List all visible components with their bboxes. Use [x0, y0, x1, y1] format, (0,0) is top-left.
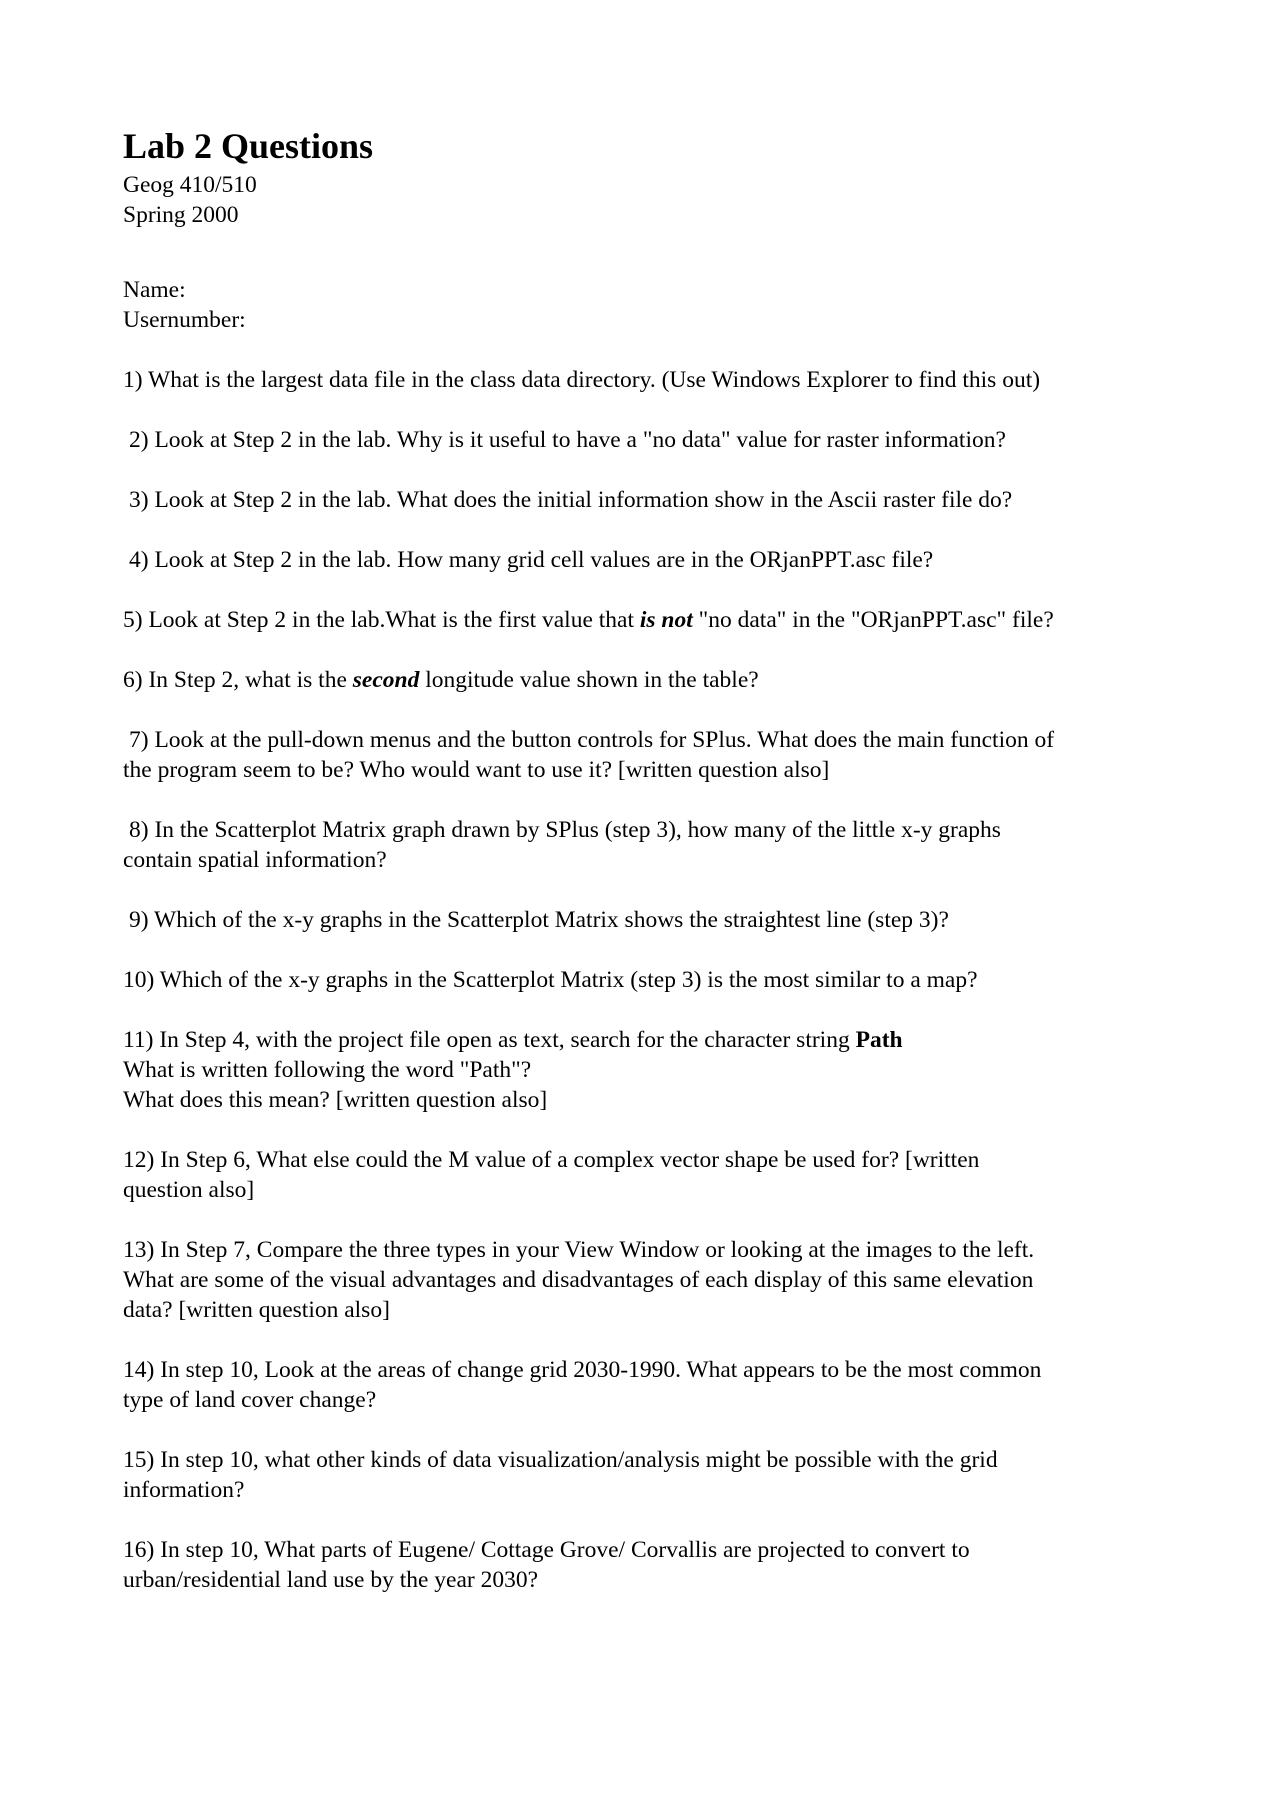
question-12 [123, 1145, 1183, 1205]
question-12-line-1: 12) In Step 6, What else could the M value of a complex vector shape be used for? [written [123, 1147, 980, 1173]
question-11-line-3: What does this mean? [written question also] [123, 1087, 548, 1113]
question-13-line-3: data? [written question also] [123, 1297, 390, 1323]
spacer [123, 335, 1183, 365]
question-9-text: 9) Which of the x-y graphs in the Scatterplot Matrix shows the straightest line (step 3)? [129, 907, 949, 933]
usernumber-label: Usernumber: [123, 307, 246, 333]
question-8-line-2: contain spatial information? [123, 847, 387, 873]
question-11-line-2: What is written following the word "Path"? [123, 1057, 532, 1083]
question-11-line-1 [123, 1025, 1183, 1055]
question-11 [123, 1025, 1183, 1115]
name-label: Name: [123, 277, 186, 303]
question-2-text: 2) Look at Step 2 in the lab. Why is it useful to have a "no data" value for raster information? [129, 427, 1006, 453]
question-3-text: 3) Look at Step 2 in the lab. What does the initial information show in the Ascii raster file do? [129, 487, 1013, 513]
question-16-line-2: urban/residential land use by the year 2030? [123, 1567, 539, 1593]
question-5-text-a: 5) Look at Step 2 in the lab.What is the first value that [123, 607, 640, 633]
question-12-line-2: question also] [123, 1177, 255, 1203]
spacer [123, 230, 1183, 275]
document-page [123, 126, 1183, 1625]
question-6-text-a: 6) In Step 2, what is the [123, 667, 353, 693]
question-14-line-2: type of land cover change? [123, 1387, 377, 1413]
question-15-line-1: 15) In step 10, what other kinds of data visualization/analysis might be possible with the grid [123, 1447, 998, 1473]
question-2 [123, 425, 1183, 455]
question-11-bold: Path [855, 1027, 903, 1053]
term: Spring 2000 [123, 202, 239, 228]
question-5-emphasis: is not [639, 607, 693, 633]
question-7-line-1: 7) Look at the pull-down menus and the button controls for SPlus. What does the main function of [129, 727, 1055, 753]
question-1-text: 1) What is the largest data file in the class data directory. (Use Windows Explorer to find this out) [123, 367, 1041, 393]
question-14 [123, 1355, 1183, 1415]
question-16-line-1: 16) In step 10, What parts of Eugene/ Cottage Grove/ Corvallis are projected to convert to [123, 1537, 970, 1563]
question-1 [123, 365, 1183, 395]
page-title: Lab 2 Questions [123, 126, 374, 166]
question-15-line-2: information? [123, 1477, 245, 1503]
question-16 [123, 1535, 1183, 1595]
question-3 [123, 485, 1183, 515]
question-7 [123, 725, 1183, 785]
question-13-line-1: 13) In Step 7, Compare the three types in your View Window or looking at the images to the left. [123, 1237, 1035, 1263]
question-8 [123, 815, 1183, 875]
question-14-line-1: 14) In step 10, Look at the areas of change grid 2030-1990. What appears to be the most common [123, 1357, 1042, 1383]
question-13 [123, 1235, 1183, 1325]
question-13-line-2: What are some of the visual advantages and disadvantages of each display of this same elevation [123, 1267, 1034, 1293]
question-11-text-a: 11) In Step 4, with the project file open as text, search for the character string [123, 1027, 856, 1053]
question-5 [123, 605, 1183, 635]
question-15 [123, 1445, 1183, 1505]
question-4 [123, 545, 1183, 575]
question-6-emphasis: second [352, 667, 420, 693]
question-8-line-1: 8) In the Scatterplot Matrix graph drawn by SPlus (step 3), how many of the little x-y graphs [129, 817, 1001, 843]
question-7-line-2: the program seem to be? Who would want to use it? [written question also] [123, 757, 830, 783]
course-code: Geog 410/510 [123, 172, 257, 198]
question-4-text: 4) Look at Step 2 in the lab. How many grid cell values are in the ORjanPPT.asc file? [129, 547, 934, 573]
question-6-text-b: longitude value shown in the table? [419, 667, 759, 693]
question-5-text-b: "no data" in the "ORjanPPT.asc" file? [692, 607, 1054, 633]
question-6 [123, 665, 1183, 695]
question-10-text: 10) Which of the x-y graphs in the Scatterplot Matrix (step 3) is the most similar to a map? [123, 967, 978, 993]
question-9 [123, 905, 1183, 935]
question-10 [123, 965, 1183, 995]
